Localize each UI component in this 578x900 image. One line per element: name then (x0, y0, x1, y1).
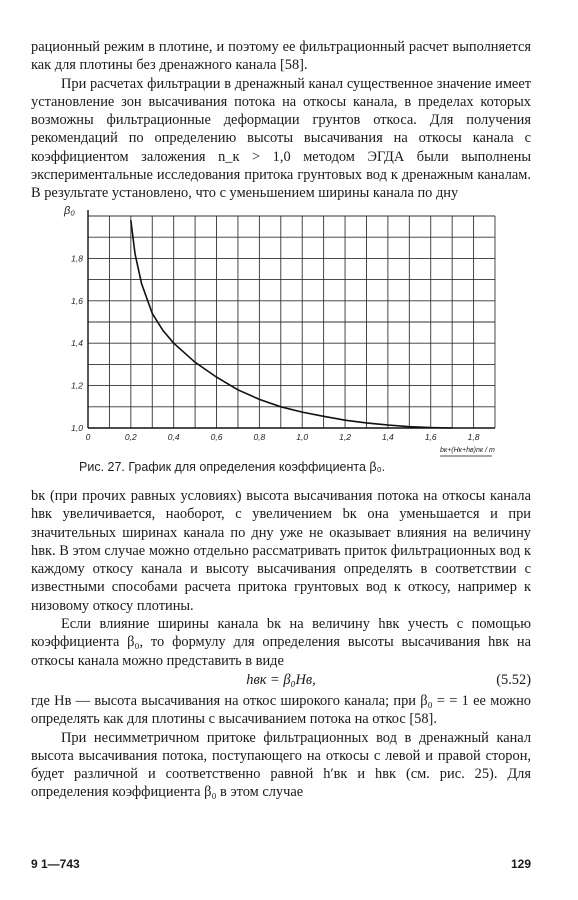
x-axis-label: bк+(Hк+hв)nк / m (440, 447, 495, 454)
paragraph-asymmetric: При несимметричном притоке фильтрационных вод в дренажный канал высота высачивания потока, поступающего на откосы с левой и правой сторон, будет различной и соответственно равной h′вк и hвк (см. рис. 25). Для определения коэффициента β₀ в этом случае (31, 729, 531, 801)
x-tick-label: 0,4 (167, 432, 180, 442)
bottom-text-block (31, 487, 531, 802)
y-tick-label: 1,8 (71, 253, 83, 264)
formula-5-52: hвк = β₀Hв, (246, 671, 316, 688)
y-tick-label: 1,4 (71, 338, 83, 349)
x-tick-label: 0 (85, 432, 91, 442)
beta0-curve (131, 220, 452, 428)
x-tick-labels (86, 432, 480, 442)
x-tick-label: 0,8 (253, 432, 266, 442)
paragraph-filtration: При расчетах фильтрации в дренажный канал существенное значение имеет установление зон высачивания потока на откосы канала, в пределах которых возможны фильтрационные деформации грунтов откоса. Для получения рекомендаций по определению высоты высачивания на откосы канала с коэффициентом заложения n_к > 1,0 методом ЭГДА были выполнены экспериментальные исследования притока грунтовых вод к дренажным каналам. В результате установлено, что с уменьшением ширины канала по дну (31, 75, 531, 202)
equation-number: (5.52) (496, 671, 531, 688)
paragraph-width-effect: bк (при прочих равных условиях) высота высачивания потока на откосы канала hвк увеличивается, наоборот, с увеличением bк она уменьшается и при значительных ширинах канала по дну уже не оказывает влияния на величину hвк. В этом случае можно отдельно рассматривать приток фильтрационных вод к каждому откосу канала и высоту высачивания определять в соответствии с известными способами расчета притока грунтовых вод к откосу, например к низовому откосу плотины. (31, 488, 531, 614)
y-tick-labels (71, 253, 83, 433)
formula-row (31, 671, 531, 691)
top-text-block (31, 38, 531, 203)
y-tick-label: 1,0 (71, 423, 83, 433)
y-tick-label: 1,6 (71, 295, 83, 306)
chart-axes (85, 210, 495, 456)
paragraph-definition: где Hв — высота высачивания на откос широкого канала; при β₀ = = 1 ее можно определять как для плотины с высачиванием потока на откос [58]. (31, 692, 531, 728)
y-axis-label: β₀ (64, 205, 75, 217)
x-tick-label: 1,6 (424, 432, 437, 442)
page-number: 129 (510, 857, 531, 871)
x-tick-label: 0,2 (124, 432, 137, 442)
signature-mark: 9 1—743 (31, 857, 80, 871)
figure-caption: Рис. 27. График для определения коэффициента β₀. (79, 460, 386, 474)
x-tick-label: 1,4 (381, 432, 394, 442)
x-tick-label: 1,0 (296, 432, 309, 442)
chart-grid (88, 216, 495, 428)
x-tick-label: 0,6 (210, 432, 223, 442)
x-tick-label: 1,2 (339, 432, 351, 442)
y-tick-label: 1,2 (71, 380, 83, 391)
x-tick-label: 1,8 (467, 432, 480, 442)
paragraph-continuation: рационный режим в плотине, и поэтому ее фильтрационный расчет выполняется как для плотины без дренажного канала [58]. (31, 39, 531, 74)
paragraph-coefficient: Если влияние ширины канала bк на величину hвк учесть с помощью коэффициента β₀, то формулу для определения высоты высачивания hвк на откосы канала можно представить в виде (31, 616, 531, 669)
